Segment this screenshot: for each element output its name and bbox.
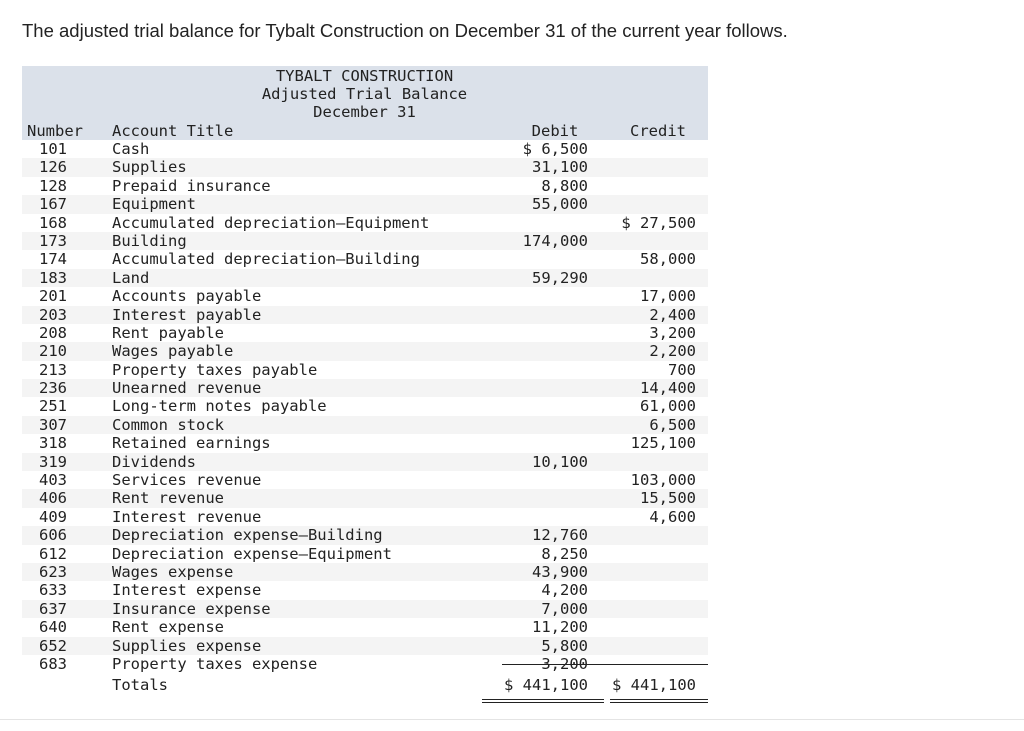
account-title: Accumulated depreciation—Equipment bbox=[112, 213, 430, 232]
credit-amount: 4,600 bbox=[649, 507, 696, 526]
account-number: 173 bbox=[39, 231, 67, 250]
table-row bbox=[22, 453, 708, 471]
account-title: Depreciation expense—Building bbox=[112, 526, 383, 545]
account-number: 126 bbox=[39, 158, 67, 177]
totals-row bbox=[22, 676, 708, 696]
account-title: Interest payable bbox=[112, 305, 262, 324]
account-number: 128 bbox=[39, 176, 67, 195]
account-title: Property taxes expense bbox=[112, 654, 318, 673]
table-row bbox=[22, 618, 708, 636]
debit-amount: 43,900 bbox=[532, 562, 588, 581]
debit-amount: 8,800 bbox=[541, 176, 588, 195]
table-row bbox=[22, 600, 708, 618]
credit-amount: 17,000 bbox=[640, 287, 696, 306]
debit-amount: 8,250 bbox=[541, 544, 588, 563]
table-row bbox=[22, 324, 708, 342]
company-name: TYBALT CONSTRUCTION bbox=[275, 67, 454, 85]
account-number: 101 bbox=[39, 140, 67, 158]
account-number: 403 bbox=[39, 471, 67, 490]
statement-date: December 31 bbox=[313, 103, 416, 121]
account-number: 318 bbox=[39, 434, 67, 453]
totals-label: Totals bbox=[112, 676, 168, 694]
debit-amount: 7,000 bbox=[541, 599, 588, 618]
credit-amount: 58,000 bbox=[640, 250, 696, 269]
table-row bbox=[22, 269, 708, 287]
credit-amount: 2,400 bbox=[649, 305, 696, 324]
account-number: 201 bbox=[39, 287, 67, 306]
credit-amount: 6,500 bbox=[649, 415, 696, 434]
account-title: Equipment bbox=[112, 195, 196, 214]
debit-amount: 59,290 bbox=[532, 268, 588, 287]
table-row bbox=[22, 342, 708, 360]
table-row bbox=[22, 526, 708, 544]
table-header bbox=[22, 66, 708, 140]
account-title: Services revenue bbox=[112, 471, 262, 490]
column-header-account-title: Account Title bbox=[112, 122, 234, 140]
account-title: Accounts payable bbox=[112, 287, 262, 306]
column-header-debit: Debit bbox=[531, 122, 579, 140]
debit-amount: 55,000 bbox=[532, 195, 588, 214]
table-body bbox=[22, 140, 708, 673]
column-header-credit: Credit bbox=[630, 122, 686, 140]
table-row bbox=[22, 563, 708, 581]
table-row bbox=[22, 434, 708, 452]
debit-amount: 174,000 bbox=[522, 231, 588, 250]
credit-amount: 14,400 bbox=[640, 379, 696, 398]
subtotal-rule bbox=[502, 664, 708, 665]
credit-amount: 61,000 bbox=[640, 397, 696, 416]
account-title: Rent expense bbox=[112, 618, 224, 637]
account-number: 236 bbox=[39, 379, 67, 398]
account-number: 213 bbox=[39, 360, 67, 379]
account-number: 307 bbox=[39, 415, 67, 434]
credit-amount: 3,200 bbox=[649, 323, 696, 342]
table-row bbox=[22, 232, 708, 250]
account-title: Insurance expense bbox=[112, 599, 271, 618]
credit-amount: 125,100 bbox=[630, 434, 696, 453]
account-number: 203 bbox=[39, 305, 67, 324]
account-number: 174 bbox=[39, 250, 67, 269]
table-row bbox=[22, 177, 708, 195]
table-row bbox=[22, 379, 708, 397]
table-row bbox=[22, 489, 708, 507]
debit-amount: $ 6,500 bbox=[522, 140, 588, 158]
account-title: Interest revenue bbox=[112, 507, 262, 526]
account-title: Land bbox=[112, 268, 150, 287]
account-number: 612 bbox=[39, 544, 67, 563]
table-row bbox=[22, 416, 708, 434]
account-number: 208 bbox=[39, 323, 67, 342]
account-number: 406 bbox=[39, 489, 67, 508]
table-row bbox=[22, 306, 708, 324]
account-title: Common stock bbox=[112, 415, 224, 434]
account-number: 319 bbox=[39, 452, 67, 471]
credit-amount: 700 bbox=[668, 360, 696, 379]
column-header-number: Number bbox=[27, 122, 83, 140]
account-number: 640 bbox=[39, 618, 67, 637]
debit-amount: 3,200 bbox=[541, 654, 588, 673]
account-title: Prepaid insurance bbox=[112, 176, 271, 195]
debit-amount: 4,200 bbox=[541, 581, 588, 600]
account-number: 606 bbox=[39, 526, 67, 545]
credit-amount: 2,200 bbox=[649, 342, 696, 361]
table-row bbox=[22, 361, 708, 379]
account-title: Interest expense bbox=[112, 581, 262, 600]
table-row bbox=[22, 158, 708, 176]
account-number: 168 bbox=[39, 213, 67, 232]
account-number: 167 bbox=[39, 195, 67, 214]
table-row bbox=[22, 545, 708, 563]
table-row bbox=[22, 471, 708, 489]
account-title: Depreciation expense—Equipment bbox=[112, 544, 392, 563]
account-title: Supplies expense bbox=[112, 636, 262, 655]
double-rule-debit bbox=[482, 699, 604, 703]
table-row bbox=[22, 287, 708, 305]
double-rule-credit bbox=[610, 699, 708, 703]
account-title: Dividends bbox=[112, 452, 196, 471]
account-title: Accumulated depreciation—Building bbox=[112, 250, 420, 269]
account-title: Wages payable bbox=[112, 342, 234, 361]
account-number: 683 bbox=[39, 654, 67, 673]
statement-title: Adjusted Trial Balance bbox=[261, 85, 468, 103]
account-title: Cash bbox=[112, 140, 150, 158]
table-row bbox=[22, 195, 708, 213]
table-row bbox=[22, 397, 708, 415]
table-row bbox=[22, 214, 708, 232]
credit-amount: 15,500 bbox=[640, 489, 696, 508]
page-divider bbox=[0, 719, 1024, 720]
account-title: Rent payable bbox=[112, 323, 224, 342]
debit-amount: 11,200 bbox=[532, 618, 588, 637]
account-number: 652 bbox=[39, 636, 67, 655]
table-row bbox=[22, 581, 708, 599]
account-number: 183 bbox=[39, 268, 67, 287]
account-number: 251 bbox=[39, 397, 67, 416]
credit-amount: 103,000 bbox=[630, 471, 696, 490]
account-title: Property taxes payable bbox=[112, 360, 318, 379]
totals-debit: $ 441,100 bbox=[504, 676, 588, 694]
account-title: Rent revenue bbox=[112, 489, 224, 508]
account-title: Long-term notes payable bbox=[112, 397, 327, 416]
intro-text: The adjusted trial balance for Tybalt Construction on December 31 of the current year follows. bbox=[22, 20, 788, 41]
debit-amount: 10,100 bbox=[532, 452, 588, 471]
table-row bbox=[22, 637, 708, 655]
debit-amount: 31,100 bbox=[532, 158, 588, 177]
debit-amount: 5,800 bbox=[541, 636, 588, 655]
account-number: 637 bbox=[39, 599, 67, 618]
account-title: Wages expense bbox=[112, 562, 234, 581]
account-number: 623 bbox=[39, 562, 67, 581]
trial-balance-table bbox=[22, 66, 708, 694]
account-number: 633 bbox=[39, 581, 67, 600]
table-row bbox=[22, 140, 708, 158]
account-title: Supplies bbox=[112, 158, 187, 177]
account-title: Building bbox=[112, 231, 187, 250]
debit-amount: 12,760 bbox=[532, 526, 588, 545]
table-row bbox=[22, 508, 708, 526]
totals-credit: $ 441,100 bbox=[612, 676, 696, 694]
credit-amount: $ 27,500 bbox=[621, 213, 696, 232]
account-title: Unearned revenue bbox=[112, 379, 262, 398]
table-row bbox=[22, 250, 708, 268]
account-number: 409 bbox=[39, 507, 67, 526]
account-title: Retained earnings bbox=[112, 434, 271, 453]
account-number: 210 bbox=[39, 342, 67, 361]
